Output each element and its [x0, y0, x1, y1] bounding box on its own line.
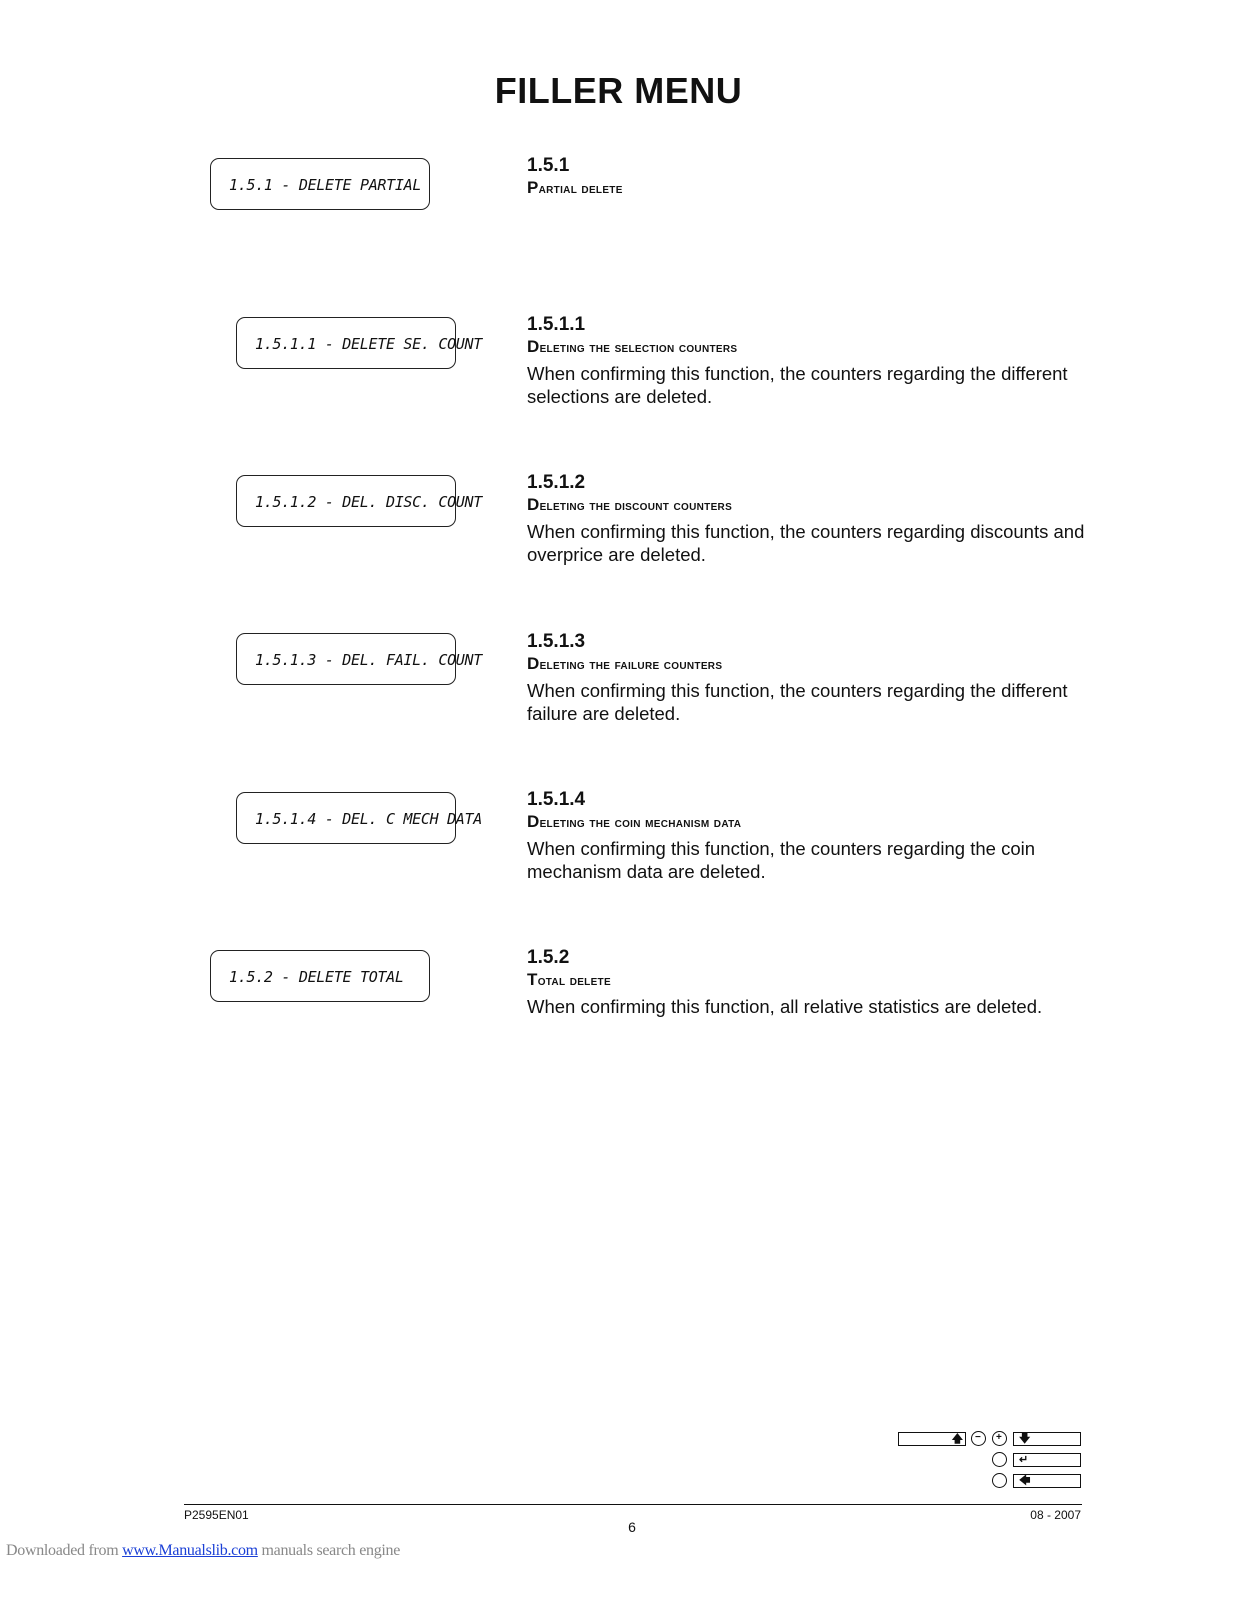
enter-key-circle-icon [992, 1452, 1007, 1467]
section-number: 1.5.1.1 [527, 314, 586, 335]
lcd-display-delete-discount-counters: 1.5.1.2 - DEL. DISC. COUNT [236, 475, 456, 527]
document-code: P2595EN01 [184, 1508, 249, 1522]
section-partial-delete [527, 155, 1087, 203]
section-description: When confirming this function, the counters regarding discounts and overprice are deleted. [527, 521, 1085, 565]
section-heading: Partial delete [527, 178, 623, 197]
section-description: When confirming this function, all relative statistics are deleted. [527, 996, 1043, 1017]
section-number: 1.5.1.2 [527, 472, 586, 493]
up-arrow-icon: 🡅 [951, 1433, 963, 1445]
page-number: 6 [628, 1519, 636, 1535]
section-heading: Total delete [527, 970, 611, 989]
section-heading: Deleting the selection counters [527, 337, 738, 356]
section-number: 1.5.1.4 [527, 789, 586, 810]
footer-divider [184, 1504, 1082, 1505]
section-number: 1.5.2 [527, 947, 570, 968]
manualslib-link[interactable]: www.Manualslib.com [122, 1542, 258, 1559]
section-delete-selection-counters [527, 314, 1087, 408]
left-arrow-icon: 🡄 [1019, 1475, 1031, 1487]
enter-arrow-icon: ↵ [1019, 1454, 1029, 1466]
minus-key-icon: − [971, 1431, 986, 1446]
page-title: FILLER MENU [494, 70, 743, 111]
keypad-diagram [897, 1430, 1087, 1492]
section-delete-failure-counters [527, 631, 1087, 725]
lcd-display-total-delete: 1.5.2 - DELETE TOTAL [210, 950, 430, 1002]
plus-key-icon: + [992, 1431, 1007, 1446]
download-banner: Downloaded from www.Manualslib.com manuals search engine [6, 1542, 401, 1559]
escape-key-circle-icon [992, 1473, 1007, 1488]
section-number: 1.5.1.3 [527, 631, 586, 652]
section-heading: Deleting the discount counters [527, 495, 733, 514]
document-date: 08 - 2007 [1030, 1508, 1081, 1522]
section-total-delete [527, 947, 1087, 1018]
section-heading: Deleting the failure counters [527, 654, 723, 673]
lcd-display-partial-delete: 1.5.1 - DELETE PARTIAL [210, 158, 430, 210]
section-description: When confirming this function, the counters regarding the different failure are deleted. [527, 680, 1068, 724]
section-description: When confirming this function, the counters regarding the different selections are deleted. [527, 363, 1068, 407]
section-delete-coin-mech-data [527, 789, 1087, 883]
up-key-box [898, 1432, 966, 1446]
section-delete-discount-counters [527, 472, 1087, 566]
section-number: 1.5.1 [527, 155, 570, 176]
section-description: When confirming this function, the counters regarding the coin mechanism data are deleted. [527, 838, 1036, 882]
lcd-display-delete-coin-mech-data: 1.5.1.4 - DEL. C MECH DATA [236, 792, 456, 844]
lcd-display-delete-failure-counters: 1.5.1.3 - DEL. FAIL. COUNT [236, 633, 456, 685]
down-key-box [1013, 1432, 1081, 1446]
section-heading: Deleting the coin mechanism data [527, 812, 742, 831]
lcd-display-delete-selection-counters: 1.5.1.1 - DELETE SE. COUNT [236, 317, 456, 369]
escape-key-box [1013, 1474, 1081, 1488]
enter-key-box [1013, 1453, 1081, 1467]
down-arrow-icon: 🡇 [1019, 1433, 1031, 1445]
